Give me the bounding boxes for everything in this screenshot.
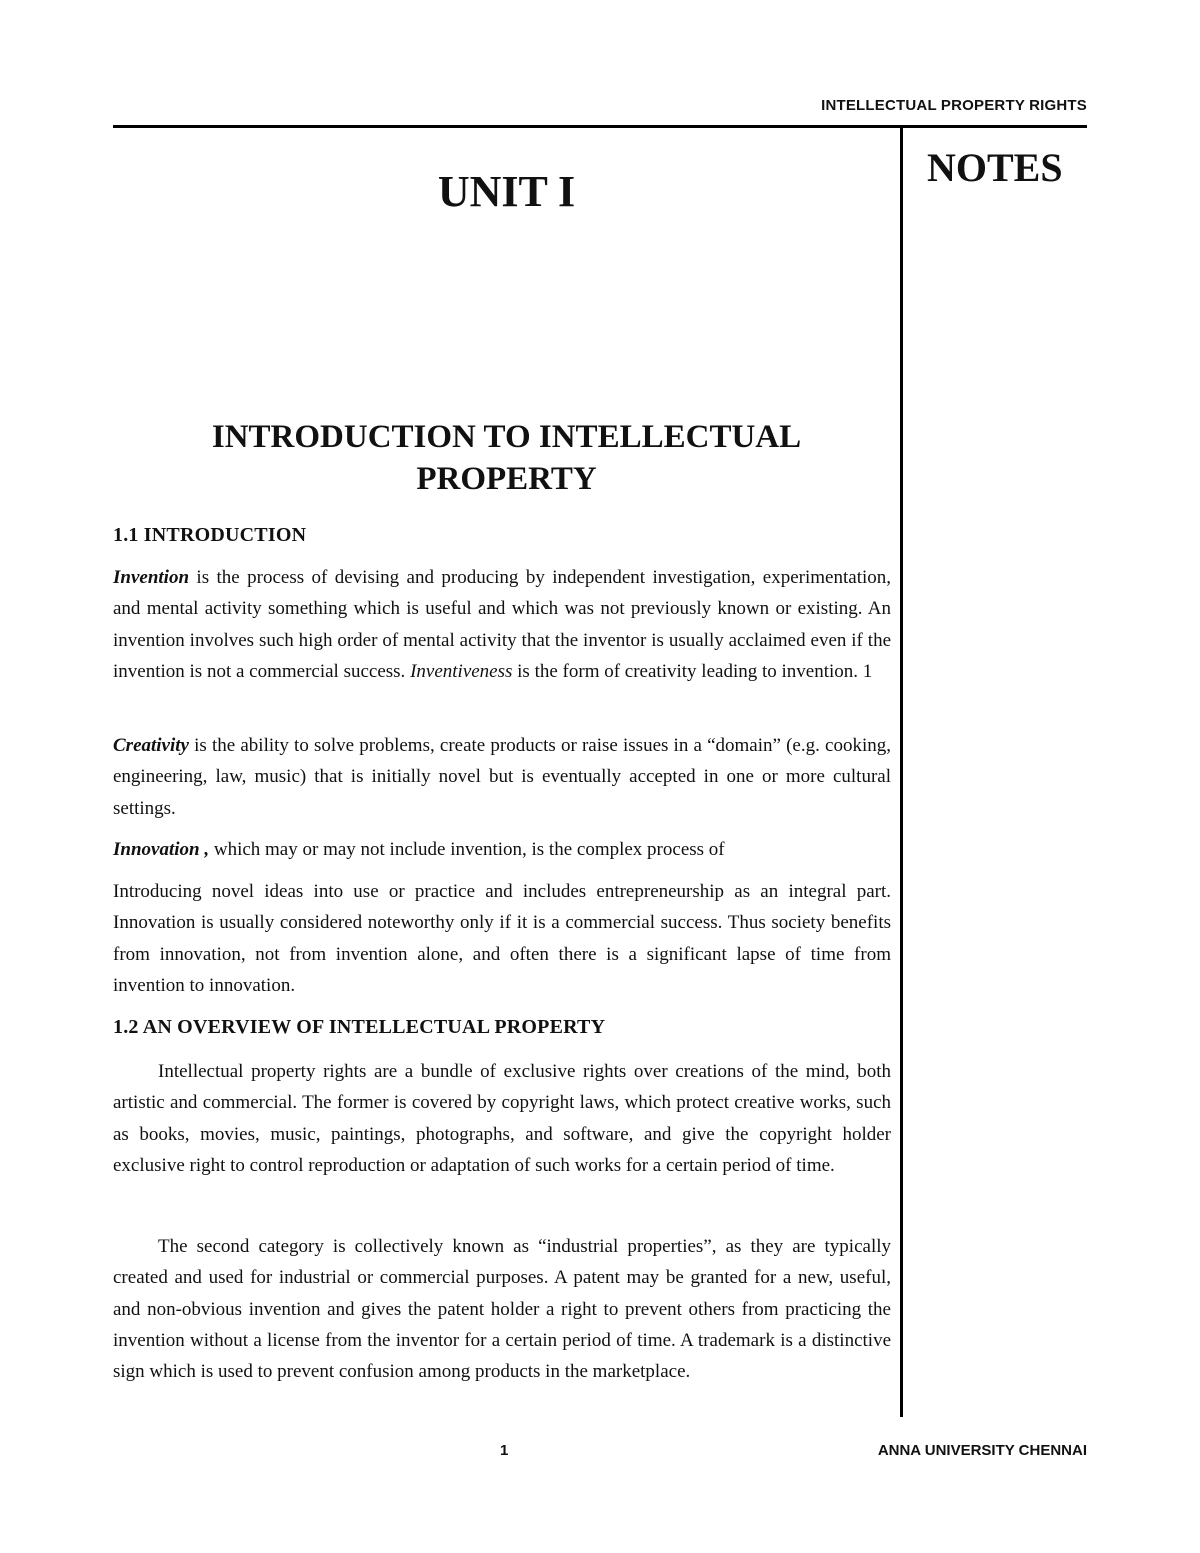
header-rule <box>113 125 1087 128</box>
page-number: 1 <box>500 1442 509 1459</box>
term-creativity: Creativity <box>113 735 189 756</box>
text-innovation: which may or may not include invention, is the complex process of <box>209 839 725 860</box>
running-header: INTELLECTUAL PROPERTY RIGHTS <box>821 97 1087 114</box>
term-invention: Invention <box>113 567 190 588</box>
section-heading-overview: 1.2 AN OVERVIEW OF INTELLECTUAL PROPERTY <box>113 1016 606 1038</box>
notes-label: NOTES <box>927 145 1063 190</box>
paragraph-introducing <box>113 876 891 1001</box>
paragraph-invention <box>113 562 891 687</box>
section-introduction <box>113 520 891 551</box>
term-innovation: Innovation , <box>113 839 210 860</box>
text-introducing: Introducing novel ideas into use or practice and includes entrepreneurship as an integral part. Innovation is usually considered noteworthy only if it is a commercial success. Thus society benefits from innovation, not from invention alone, and often there is a significant lapse of time from invention to innovation. <box>113 881 891 996</box>
paragraph-industrial-properties <box>113 1231 891 1387</box>
chapter-title-line1: INTRODUCTION TO INTELLECTUAL <box>211 419 802 455</box>
text-inventiveness: is the form of creativity leading to invention. 1 <box>512 660 873 682</box>
text-invention: is the process of devising and producing by independent investigation, experimentation, and mental activity something which is useful and which was not previously known or existing. An invention involves such high order of mental activity that the inventor is usually acclaimed even if the invention is not a commercial success. <box>113 567 891 682</box>
chapter-title-line2: PROPERTY <box>416 461 597 497</box>
paragraph-ipr-bundle <box>113 1056 891 1181</box>
term-inventiveness: Inventiveness <box>410 660 513 682</box>
footer-publisher: ANNA UNIVERSITY CHENNAI <box>877 1442 1087 1459</box>
text-industrial-properties: The second category is collectively known as “industrial properties”, as they are typically created and used for industrial or commercial purposes. A patent may be granted for a new, useful, and non-obvious invention and gives the patent holder a right to prevent others from practicing the invention without a license from the inventor for a certain period of time. A trademark is a distinctive sign which is used to prevent confusion among products in the marketplace. <box>113 1236 891 1383</box>
paragraph-innovation <box>113 834 891 865</box>
notes-column-rule <box>900 127 903 1417</box>
unit-title: UNIT I <box>437 167 576 216</box>
section-overview <box>113 1012 891 1043</box>
chapter-title <box>113 416 900 500</box>
paragraph-creativity <box>113 730 891 824</box>
text-creativity: is the ability to solve problems, create products or raise issues in a “domain” (e.g. cooking, engineering, law, music) that is initially novel but is eventually accepted in one or more cultural settings. <box>113 735 891 819</box>
text-ipr-bundle: Intellectual property rights are a bundle of exclusive rights over creations of the mind, both artistic and commercial. The former is covered by copyright laws, which protect creative works, such as books, movies, music, paintings, photographs, and software, and give the copyright holder exclusive right to control reproduction or adaptation of such works for a certain period of time. <box>113 1061 891 1176</box>
section-heading-introduction: 1.1 INTRODUCTION <box>113 524 307 546</box>
